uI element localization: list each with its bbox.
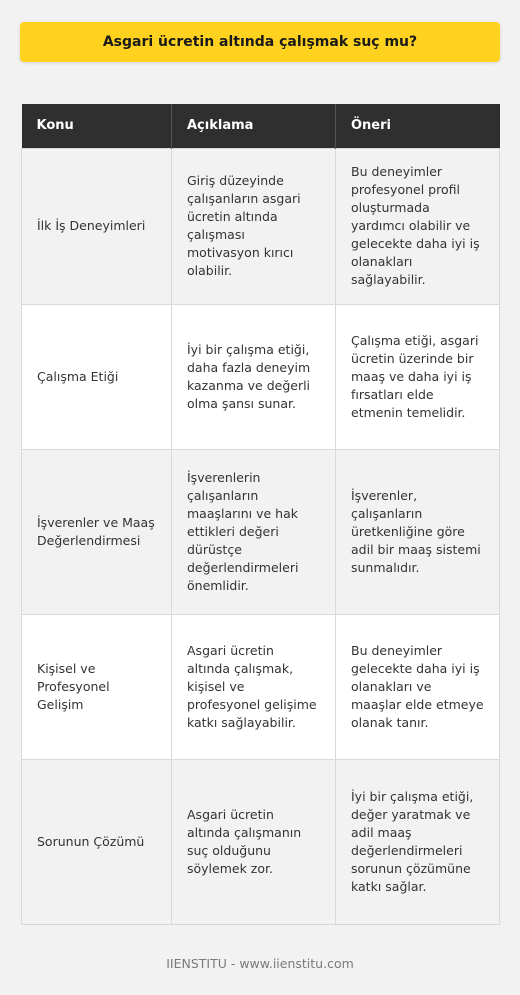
cell-oneri: Çalışma etiği, asgari ücretin üzerinde bir maaş ve daha iyi iş fırsatları elde etmenin temelidir.: [336, 304, 500, 449]
cell-oneri: İşverenler, çalışanların üretkenliğine göre adil bir maaş sistemi sunmalıdır.: [336, 449, 500, 614]
column-header-oneri: Öneri: [336, 104, 500, 148]
table-row: [22, 148, 500, 304]
cell-konu: Sorunun Çözümü: [22, 759, 172, 924]
table-row: [22, 304, 500, 449]
column-header-aciklama: Açıklama: [172, 104, 336, 148]
title-banner: [20, 22, 500, 62]
cell-aciklama: İyi bir çalışma etiği, daha fazla deneyim kazanma ve değerli olma şansı sunar.: [172, 304, 336, 449]
cell-oneri: İyi bir çalışma etiği, değer yaratmak ve adil maaş değerlendirmeleri sorunun çözümüne katkı sağlar.: [336, 759, 500, 924]
table-row: [22, 449, 500, 614]
cell-oneri: Bu deneyimler profesyonel profil oluşturmada yardımcı olabilir ve gelecekte daha iyi iş olanakları sağlayabilir.: [336, 148, 500, 304]
table-row: [22, 614, 500, 759]
cell-konu: İlk İş Deneyimleri: [22, 148, 172, 304]
cell-konu: İşverenler ve Maaş Değerlendirmesi: [22, 449, 172, 614]
footer-credit: IIENSTITU - www.iienstitu.com: [166, 956, 354, 971]
table-row: [22, 759, 500, 924]
cell-oneri: Bu deneyimler gelecekte daha iyi iş olanakları ve maaşlar elde etmeye olanak tanır.: [336, 614, 500, 759]
column-header-konu: Konu: [22, 104, 172, 148]
cell-aciklama: İşverenlerin çalışanların maaşlarını ve hak ettikleri değeri dürüstçe değerlendirmeleri önemlidir.: [172, 449, 336, 614]
page-title: Asgari ücretin altında çalışmak suç mu?: [102, 34, 418, 50]
cell-konu: Çalışma Etiği: [22, 304, 172, 449]
info-table: [21, 104, 500, 925]
cell-aciklama: Asgari ücretin altında çalışmak, kişisel ve profesyonel gelişime katkı sağlayabilir.: [172, 614, 336, 759]
table-header-row: [22, 104, 500, 148]
cell-aciklama: Giriş düzeyinde çalışanların asgari ücretin altında çalışması motivasyon kırıcı olabilir.: [172, 148, 336, 304]
cell-konu: Kişisel ve Profesyonel Gelişim: [22, 614, 172, 759]
cell-aciklama: Asgari ücretin altında çalışmanın suç olduğunu söylemek zor.: [172, 759, 336, 924]
